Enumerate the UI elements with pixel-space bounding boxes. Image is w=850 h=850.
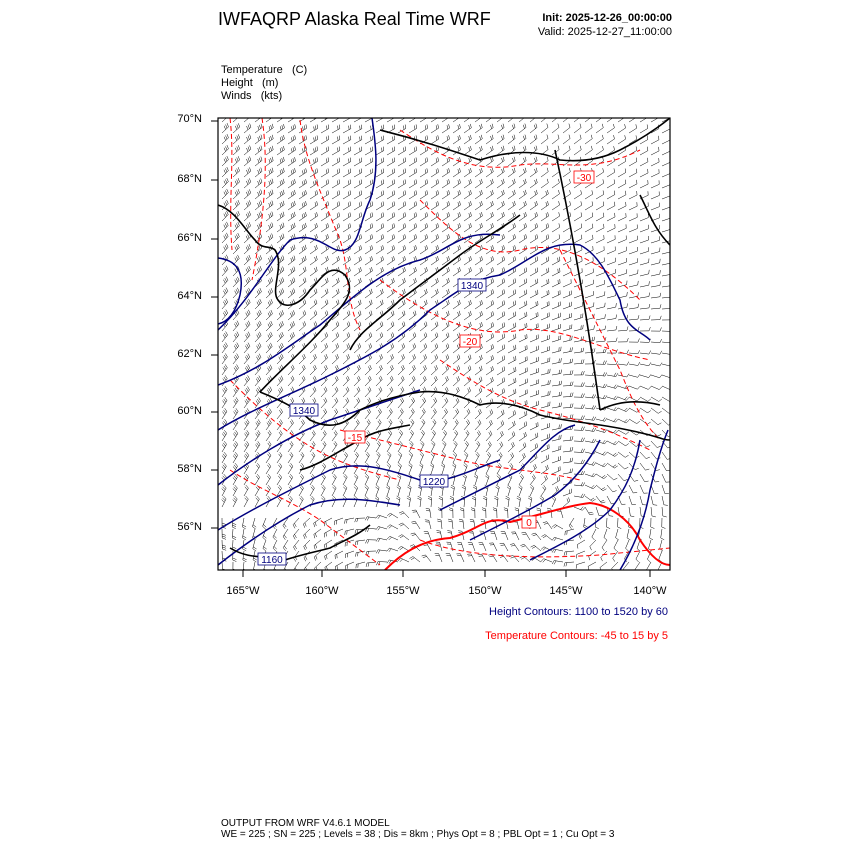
lon-tick-label: 145°W [549,585,583,597]
model-output-line: OUTPUT FROM WRF V4.6.1 MODEL [221,818,390,829]
plot-title: IWFAQRP Alaska Real Time WRF [218,9,491,29]
lat-tick-label: 60°N [177,405,202,417]
lat-tick-label: 58°N [177,463,202,475]
lon-tick-label: 140°W [633,585,667,597]
height-label: 1220 [422,477,446,488]
map-frame [218,118,670,570]
temperature-label: -15 [347,433,363,444]
field-unit: (C) [291,64,308,76]
height-label: 1340 [460,281,484,292]
valid-time: Valid: 2025-12-27_11:00:00 [537,26,672,38]
height-contours-legend: Height Contours: 1100 to 1520 by 60 [489,606,668,618]
height-label: 1160 [261,555,283,566]
lon-tick-label: 150°W [468,585,502,597]
lat-tick-label: 56°N [177,521,202,533]
field-name: Height [221,77,253,89]
height-label: 1340 [292,406,316,417]
lon-tick-label: 155°W [386,585,420,597]
field-unit: (kts) [260,90,283,102]
wind-barbs [222,112,673,573]
lat-tick-label: 68°N [177,173,202,185]
lon-tick-label: 160°W [305,585,339,597]
lat-tick-label: 62°N [177,348,202,360]
lat-tick-label: 64°N [177,290,202,302]
field-name: Winds [221,90,252,102]
field-name: Temperature [221,64,283,76]
model-config-line: WE = 225 ; SN = 225 ; Levels = 38 ; Dis = 8km ; Phys Opt = 8 ; PBL Opt = 1 ; Cu Opt = 3 [221,829,615,840]
lon-tick-label: 165°W [226,585,260,597]
temperature-label: 0 [526,518,532,529]
temperature-contours-legend: Temperature Contours: -45 to 15 by 5 [485,630,668,642]
temperature-label: -30 [576,173,592,184]
init-time: Init: 2025-12-26_00:00:00 [542,12,672,24]
field-unit: (m) [261,77,279,89]
temperature-label: -20 [462,337,478,348]
lat-tick-label: 70°N [177,113,202,125]
lat-tick-label: 66°N [177,232,202,244]
